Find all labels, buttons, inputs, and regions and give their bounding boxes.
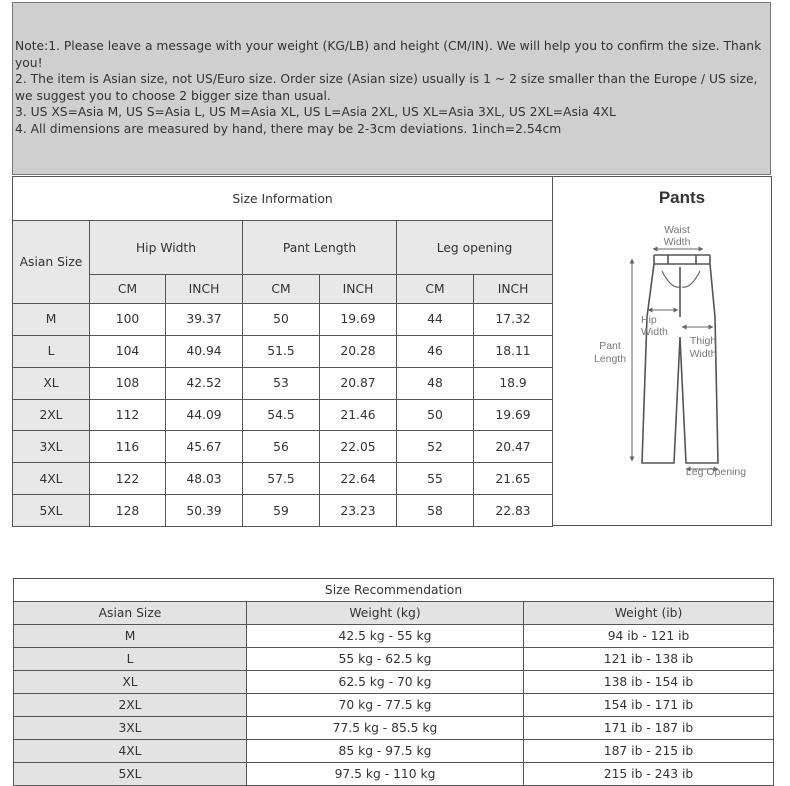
table-row <box>14 648 774 671</box>
note-line-3: 3. US XS=Asia M, US S=Asia L, US M=Asia XL, US L=Asia 2XL, US XL=Asia 3XL, US 2XL=Asia 4XL <box>15 105 616 119</box>
weight-kg-cell: 55 kg - 62.5 kg <box>247 648 524 671</box>
value-cell: 22.83 <box>474 495 553 527</box>
value-cell: 116 <box>90 431 166 463</box>
size-cell: L <box>14 648 247 671</box>
size-cell: XL <box>13 367 90 399</box>
weight-ib-cell: 138 ib - 154 ib <box>524 671 774 694</box>
value-cell: 108 <box>90 367 166 399</box>
value-cell: 18.9 <box>474 367 553 399</box>
weight-ib-cell: 154 ib - 171 ib <box>524 694 774 717</box>
size-information-table <box>12 176 553 527</box>
diagram-title: Pants <box>658 188 706 207</box>
size-cell: 5XL <box>14 763 247 786</box>
value-cell: 20.87 <box>320 367 397 399</box>
size-cell: M <box>13 304 90 336</box>
value-cell: 22.64 <box>320 463 397 495</box>
asian-size-header: Asian Size <box>13 221 90 304</box>
size-cell: M <box>14 625 247 648</box>
size-recommendation-title: Size Recommendation <box>14 579 774 602</box>
value-cell: 48 <box>397 367 474 399</box>
pant-length-header: Pant Length <box>243 221 397 275</box>
value-cell: 52 <box>397 431 474 463</box>
table-row <box>13 463 553 495</box>
value-cell: 59 <box>243 495 320 527</box>
leg-opening-label: Leg Opening <box>685 466 747 478</box>
value-cell: 21.46 <box>320 399 397 431</box>
table-row <box>14 763 774 786</box>
table-row <box>14 740 774 763</box>
size-cell: 3XL <box>13 431 90 463</box>
value-cell: 48.03 <box>166 463 243 495</box>
weight-ib-cell: 121 ib - 138 ib <box>524 648 774 671</box>
size-cell: 2XL <box>14 694 247 717</box>
note-box <box>12 2 771 175</box>
unit-header: INCH <box>474 275 553 304</box>
weight-ib-cell: 171 ib - 187 ib <box>524 717 774 740</box>
size-cell: 2XL <box>13 399 90 431</box>
table-row <box>13 367 553 399</box>
asian-size-header: Asian Size <box>14 602 247 625</box>
value-cell: 19.69 <box>474 399 553 431</box>
table-row <box>14 694 774 717</box>
weight-ib-cell: 94 ib - 121 ib <box>524 625 774 648</box>
value-cell: 128 <box>90 495 166 527</box>
value-cell: 39.37 <box>166 304 243 336</box>
value-cell: 40.94 <box>166 335 243 367</box>
table-row <box>14 717 774 740</box>
size-information-title: Size Information <box>13 177 553 221</box>
value-cell: 51.5 <box>243 335 320 367</box>
value-cell: 21.65 <box>474 463 553 495</box>
table-row <box>13 431 553 463</box>
size-cell: 4XL <box>13 463 90 495</box>
value-cell: 55 <box>397 463 474 495</box>
value-cell: 50 <box>243 304 320 336</box>
table-row <box>13 335 553 367</box>
weight-kg-cell: 77.5 kg - 85.5 kg <box>247 717 524 740</box>
table-row <box>14 671 774 694</box>
value-cell: 20.47 <box>474 431 553 463</box>
value-cell: 122 <box>90 463 166 495</box>
weight-kg-cell: 85 kg - 97.5 kg <box>247 740 524 763</box>
pants-illustration <box>553 177 771 525</box>
size-cell: 5XL <box>13 495 90 527</box>
value-cell: 45.67 <box>166 431 243 463</box>
value-cell: 54.5 <box>243 399 320 431</box>
waist-label: Waist <box>664 224 690 236</box>
value-cell: 53 <box>243 367 320 399</box>
value-cell: 56 <box>243 431 320 463</box>
value-cell: 57.5 <box>243 463 320 495</box>
value-cell: 44 <box>397 304 474 336</box>
unit-header: INCH <box>320 275 397 304</box>
hip-width-label: Width <box>641 326 668 338</box>
note-line-2: 2. The item is Asian size, not US/Euro size. Order size (Asian size) usually is 1 ~ 2 size smaller than the Europe / US size, we suggest you to choose 2 bigger size than usual. <box>15 72 758 103</box>
weight-ib-cell: 215 ib - 243 ib <box>524 763 774 786</box>
value-cell: 19.69 <box>320 304 397 336</box>
note-line-4: 4. All dimensions are measured by hand, there may be 2-3cm deviations. 1inch=2.54cm <box>15 121 562 136</box>
note-line-1: Note:1. Please leave a message with your weight (KG/LB) and height (CM/IN). We will help you to confirm the size. Thank you! <box>15 39 762 70</box>
pants-diagram <box>552 176 772 526</box>
value-cell: 50.39 <box>166 495 243 527</box>
thigh-width-label: Thigh <box>689 335 717 347</box>
pant-length-label: Pant <box>599 340 621 352</box>
thigh-width-label: Width <box>689 348 717 360</box>
size-cell: 4XL <box>14 740 247 763</box>
weight-kg-cell: 70 kg - 77.5 kg <box>247 694 524 717</box>
table-row <box>14 625 774 648</box>
value-cell: 20.28 <box>320 335 397 367</box>
size-cell: XL <box>14 671 247 694</box>
table-row <box>13 304 553 336</box>
unit-header: CM <box>90 275 166 304</box>
weight-ib-cell: 187 ib - 215 ib <box>524 740 774 763</box>
size-cell: L <box>13 335 90 367</box>
value-cell: 18.11 <box>474 335 553 367</box>
leg-opening-header: Leg opening <box>397 221 553 275</box>
value-cell: 17.32 <box>474 304 553 336</box>
value-cell: 58 <box>397 495 474 527</box>
value-cell: 100 <box>90 304 166 336</box>
unit-header: CM <box>243 275 320 304</box>
value-cell: 22.05 <box>320 431 397 463</box>
unit-header: INCH <box>166 275 243 304</box>
table-row <box>13 399 553 431</box>
hip-width-label: Hip <box>641 314 657 326</box>
weight-kg-cell: 42.5 kg - 55 kg <box>247 625 524 648</box>
value-cell: 46 <box>397 335 474 367</box>
value-cell: 112 <box>90 399 166 431</box>
value-cell: 42.52 <box>166 367 243 399</box>
weight-ib-header: Weight (ib) <box>524 602 774 625</box>
weight-kg-cell: 97.5 kg - 110 kg <box>247 763 524 786</box>
size-cell: 3XL <box>14 717 247 740</box>
weight-kg-header: Weight (kg) <box>247 602 524 625</box>
waist-label: Width <box>663 236 691 248</box>
value-cell: 50 <box>397 399 474 431</box>
weight-kg-cell: 62.5 kg - 70 kg <box>247 671 524 694</box>
value-cell: 104 <box>90 335 166 367</box>
hip-width-header: Hip Width <box>90 221 243 275</box>
unit-header: CM <box>397 275 474 304</box>
value-cell: 44.09 <box>166 399 243 431</box>
size-recommendation-table <box>13 578 774 786</box>
pant-length-label: Length <box>593 353 627 365</box>
table-row <box>13 495 553 527</box>
value-cell: 23.23 <box>320 495 397 527</box>
